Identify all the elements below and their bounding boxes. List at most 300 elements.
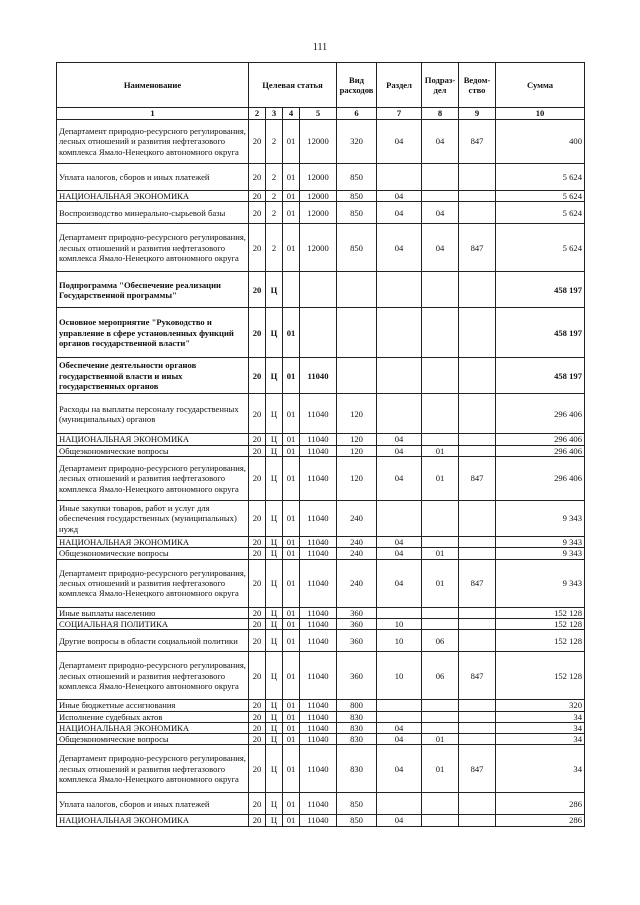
header-expense-type: Вид расходов — [337, 63, 377, 108]
row-expense-type: 360 — [337, 652, 377, 700]
header-section: Раздел — [377, 63, 422, 108]
row-section: 04 — [377, 224, 422, 272]
col-num: 10 — [496, 108, 585, 120]
row-section — [377, 607, 422, 618]
row-department — [459, 164, 496, 191]
row-subsection: 06 — [422, 630, 459, 652]
table-row — [57, 548, 585, 559]
row-target-event: 01 — [283, 630, 300, 652]
row-target-subprogram: Ц — [266, 815, 283, 826]
row-target-program: 20 — [249, 500, 266, 536]
row-target-direction: 11040 — [300, 618, 337, 629]
header-row — [57, 63, 585, 108]
row-department — [459, 618, 496, 629]
row-target-event: 01 — [283, 618, 300, 629]
row-expense-type: 800 — [337, 700, 377, 711]
col-num: 7 — [377, 108, 422, 120]
header-sum: Сумма — [496, 63, 585, 108]
row-target-subprogram: 2 — [266, 224, 283, 272]
row-sum: 5 624 — [496, 191, 585, 202]
row-target-event: 01 — [283, 308, 300, 358]
row-department — [459, 272, 496, 308]
row-expense-type: 830 — [337, 734, 377, 745]
row-target-subprogram: 2 — [266, 120, 283, 164]
row-expense-type: 120 — [337, 394, 377, 434]
row-section: 04 — [377, 120, 422, 164]
row-target-program: 20 — [249, 793, 266, 815]
table-row — [57, 434, 585, 445]
row-target-direction: 11040 — [300, 559, 337, 607]
row-sum: 34 — [496, 734, 585, 745]
row-target-program: 20 — [249, 456, 266, 500]
row-sum: 286 — [496, 793, 585, 815]
row-target-direction: 12000 — [300, 120, 337, 164]
row-department: 847 — [459, 120, 496, 164]
row-expense-type — [337, 272, 377, 308]
row-subsection — [422, 500, 459, 536]
row-section: 04 — [377, 548, 422, 559]
row-expense-type: 850 — [337, 815, 377, 826]
row-section — [377, 793, 422, 815]
table-row — [57, 559, 585, 607]
row-name: Иные бюджетные ассигнования — [57, 700, 249, 711]
row-target-program: 20 — [249, 652, 266, 700]
row-target-direction: 12000 — [300, 224, 337, 272]
row-target-subprogram: Ц — [266, 700, 283, 711]
row-department: 847 — [459, 745, 496, 793]
row-department — [459, 445, 496, 456]
row-name: Воспроизводство минерально-сырьевой базы — [57, 202, 249, 224]
row-expense-type: 240 — [337, 559, 377, 607]
col-num: 6 — [337, 108, 377, 120]
row-target-direction: 12000 — [300, 202, 337, 224]
row-name: Общеэкономические вопросы — [57, 734, 249, 745]
row-target-program: 20 — [249, 394, 266, 434]
row-target-program: 20 — [249, 272, 266, 308]
row-name: Уплата налогов, сборов и иных платежей — [57, 164, 249, 191]
table-row — [57, 272, 585, 308]
row-target-program: 20 — [249, 745, 266, 793]
row-target-program: 20 — [249, 445, 266, 456]
table-row — [57, 394, 585, 434]
row-section: 04 — [377, 445, 422, 456]
row-expense-type: 850 — [337, 164, 377, 191]
row-name: Департамент природно-ресурсного регулирования, лесных отношений и развития нефтегазового комплекса Ямало-Ненецкого автономного округа — [57, 559, 249, 607]
table-row — [57, 711, 585, 722]
row-target-program: 20 — [249, 734, 266, 745]
row-section: 04 — [377, 815, 422, 826]
row-target-direction: 11040 — [300, 358, 337, 394]
row-target-event: 01 — [283, 722, 300, 733]
row-expense-type: 120 — [337, 445, 377, 456]
row-section — [377, 308, 422, 358]
row-subsection — [422, 815, 459, 826]
row-target-event: 01 — [283, 500, 300, 536]
row-target-direction: 11040 — [300, 607, 337, 618]
row-target-direction: 11040 — [300, 815, 337, 826]
row-subsection — [422, 607, 459, 618]
row-target-subprogram: Ц — [266, 394, 283, 434]
col-num: 5 — [300, 108, 337, 120]
row-name: НАЦИОНАЛЬНАЯ ЭКОНОМИКА — [57, 815, 249, 826]
row-target-subprogram: Ц — [266, 734, 283, 745]
row-name: Департамент природно-ресурсного регулирования, лесных отношений и развития нефтегазового комплекса Ямало-Ненецкого автономного округа — [57, 224, 249, 272]
row-target-event: 01 — [283, 711, 300, 722]
table-row — [57, 722, 585, 733]
row-sum: 9 343 — [496, 548, 585, 559]
table-row — [57, 358, 585, 394]
row-section: 10 — [377, 630, 422, 652]
row-expense-type: 360 — [337, 607, 377, 618]
row-target-subprogram: Ц — [266, 618, 283, 629]
col-num: 4 — [283, 108, 300, 120]
row-expense-type: 240 — [337, 536, 377, 547]
table-row — [57, 445, 585, 456]
row-target-direction: 11040 — [300, 630, 337, 652]
row-subsection: 01 — [422, 456, 459, 500]
row-target-direction: 11040 — [300, 456, 337, 500]
row-subsection — [422, 191, 459, 202]
col-num: 2 — [249, 108, 266, 120]
row-target-subprogram: Ц — [266, 548, 283, 559]
row-sum: 296 406 — [496, 445, 585, 456]
row-subsection: 01 — [422, 734, 459, 745]
row-target-event: 01 — [283, 536, 300, 547]
row-target-direction: 12000 — [300, 191, 337, 202]
row-target-subprogram: Ц — [266, 358, 283, 394]
row-name: НАЦИОНАЛЬНАЯ ЭКОНОМИКА — [57, 191, 249, 202]
row-name: Обеспечение деятельности органов государственной власти и иных государственных органов — [57, 358, 249, 394]
table-row — [57, 500, 585, 536]
row-target-subprogram: Ц — [266, 630, 283, 652]
row-name: Иные выплаты населению — [57, 607, 249, 618]
row-expense-type: 830 — [337, 722, 377, 733]
row-target-subprogram: Ц — [266, 722, 283, 733]
row-subsection — [422, 700, 459, 711]
row-target-event: 01 — [283, 652, 300, 700]
row-sum: 5 624 — [496, 202, 585, 224]
row-target-direction: 11040 — [300, 793, 337, 815]
row-target-event: 01 — [283, 358, 300, 394]
row-name: Иные закупки товаров, работ и услуг для обеспечения государственных (муниципальных) нужд — [57, 500, 249, 536]
row-sum: 152 128 — [496, 618, 585, 629]
row-expense-type: 830 — [337, 711, 377, 722]
row-name: НАЦИОНАЛЬНАЯ ЭКОНОМИКА — [57, 722, 249, 733]
table-row — [57, 618, 585, 629]
row-expense-type: 360 — [337, 618, 377, 629]
row-target-event: 01 — [283, 202, 300, 224]
row-section: 10 — [377, 652, 422, 700]
table-row — [57, 700, 585, 711]
row-target-subprogram: 2 — [266, 202, 283, 224]
row-target-program: 20 — [249, 607, 266, 618]
row-section: 04 — [377, 434, 422, 445]
row-department: 847 — [459, 559, 496, 607]
row-target-direction: 11040 — [300, 548, 337, 559]
row-sum: 34 — [496, 745, 585, 793]
row-department: 847 — [459, 224, 496, 272]
row-target-subprogram: Ц — [266, 607, 283, 618]
header-target: Целевая статья — [249, 63, 337, 108]
row-subsection — [422, 793, 459, 815]
row-target-subprogram: Ц — [266, 745, 283, 793]
row-name: Общеэкономические вопросы — [57, 445, 249, 456]
table-row — [57, 191, 585, 202]
row-department — [459, 734, 496, 745]
row-expense-type: 830 — [337, 745, 377, 793]
row-expense-type — [337, 358, 377, 394]
table-row — [57, 202, 585, 224]
row-department — [459, 536, 496, 547]
row-target-program: 20 — [249, 618, 266, 629]
header-subsection: Подраз-дел — [422, 63, 459, 108]
row-section — [377, 500, 422, 536]
row-sum: 458 197 — [496, 308, 585, 358]
row-section: 04 — [377, 536, 422, 547]
row-target-direction: 11040 — [300, 652, 337, 700]
row-expense-type: 240 — [337, 500, 377, 536]
row-sum: 152 128 — [496, 630, 585, 652]
row-target-subprogram: Ц — [266, 652, 283, 700]
row-target-program: 20 — [249, 120, 266, 164]
row-section — [377, 358, 422, 394]
row-sum: 320 — [496, 700, 585, 711]
row-target-program: 20 — [249, 722, 266, 733]
row-sum: 9 343 — [496, 559, 585, 607]
row-sum: 400 — [496, 120, 585, 164]
row-sum: 152 128 — [496, 652, 585, 700]
col-num: 3 — [266, 108, 283, 120]
col-num: 1 — [57, 108, 249, 120]
row-section: 04 — [377, 191, 422, 202]
row-expense-type: 850 — [337, 202, 377, 224]
row-target-event: 01 — [283, 745, 300, 793]
row-subsection: 06 — [422, 652, 459, 700]
row-department — [459, 548, 496, 559]
row-department — [459, 722, 496, 733]
row-target-subprogram: 2 — [266, 191, 283, 202]
row-target-direction — [300, 308, 337, 358]
row-target-event: 01 — [283, 120, 300, 164]
row-section: 10 — [377, 618, 422, 629]
row-name: НАЦИОНАЛЬНАЯ ЭКОНОМИКА — [57, 536, 249, 547]
row-target-subprogram: Ц — [266, 536, 283, 547]
row-name: СОЦИАЛЬНАЯ ПОЛИТИКА — [57, 618, 249, 629]
row-department: 847 — [459, 456, 496, 500]
row-section — [377, 700, 422, 711]
row-target-direction: 11040 — [300, 734, 337, 745]
row-subsection — [422, 272, 459, 308]
table-row — [57, 536, 585, 547]
row-name: Общеэкономические вопросы — [57, 548, 249, 559]
row-target-event: 01 — [283, 394, 300, 434]
row-target-direction: 11040 — [300, 394, 337, 434]
row-sum: 34 — [496, 722, 585, 733]
row-subsection — [422, 434, 459, 445]
row-target-subprogram: Ц — [266, 456, 283, 500]
row-section — [377, 711, 422, 722]
table-row — [57, 456, 585, 500]
row-target-event: 01 — [283, 700, 300, 711]
row-name: Другие вопросы в области социальной политики — [57, 630, 249, 652]
row-name: Подпрограмма "Обеспечение реализации Государственной программы" — [57, 272, 249, 308]
row-expense-type — [337, 308, 377, 358]
row-expense-type: 320 — [337, 120, 377, 164]
row-sum: 152 128 — [496, 607, 585, 618]
row-target-event: 01 — [283, 164, 300, 191]
row-department — [459, 815, 496, 826]
table-body — [57, 120, 585, 827]
row-department — [459, 191, 496, 202]
row-target-subprogram: Ц — [266, 445, 283, 456]
row-target-direction: 11040 — [300, 434, 337, 445]
row-subsection — [422, 164, 459, 191]
row-subsection — [422, 308, 459, 358]
row-subsection — [422, 358, 459, 394]
row-subsection: 01 — [422, 559, 459, 607]
column-numbers-row — [57, 108, 585, 120]
header-department: Ведом-ство — [459, 63, 496, 108]
row-name: Департамент природно-ресурсного регулирования, лесных отношений и развития нефтегазового комплекса Ямало-Ненецкого автономного округа — [57, 745, 249, 793]
row-section: 04 — [377, 734, 422, 745]
row-expense-type: 850 — [337, 191, 377, 202]
row-section: 04 — [377, 722, 422, 733]
row-department — [459, 202, 496, 224]
row-department: 847 — [459, 652, 496, 700]
row-sum: 286 — [496, 815, 585, 826]
row-subsection: 01 — [422, 745, 459, 793]
row-target-event: 01 — [283, 559, 300, 607]
row-department — [459, 434, 496, 445]
row-department — [459, 308, 496, 358]
row-target-event: 01 — [283, 224, 300, 272]
row-target-subprogram: 2 — [266, 164, 283, 191]
row-section — [377, 394, 422, 434]
row-department — [459, 358, 496, 394]
row-subsection — [422, 394, 459, 434]
row-department — [459, 394, 496, 434]
row-sum: 9 343 — [496, 536, 585, 547]
row-subsection — [422, 536, 459, 547]
page-number: 111 — [312, 42, 328, 53]
row-target-direction: 11040 — [300, 536, 337, 547]
col-num: 8 — [422, 108, 459, 120]
row-name: Департамент природно-ресурсного регулирования, лесных отношений и развития нефтегазового комплекса Ямало-Ненецкого автономного округа — [57, 120, 249, 164]
row-target-subprogram: Ц — [266, 559, 283, 607]
table-row — [57, 164, 585, 191]
table-row — [57, 607, 585, 618]
row-target-event: 01 — [283, 793, 300, 815]
row-section: 04 — [377, 202, 422, 224]
row-target-subprogram: Ц — [266, 793, 283, 815]
row-sum: 34 — [496, 711, 585, 722]
row-target-subprogram: Ц — [266, 500, 283, 536]
row-target-event: 01 — [283, 434, 300, 445]
row-target-event: 01 — [283, 815, 300, 826]
row-target-program: 20 — [249, 815, 266, 826]
row-target-direction: 11040 — [300, 711, 337, 722]
row-subsection: 01 — [422, 548, 459, 559]
row-target-event: 01 — [283, 191, 300, 202]
row-subsection: 04 — [422, 224, 459, 272]
row-expense-type: 850 — [337, 793, 377, 815]
row-department — [459, 700, 496, 711]
row-name: Департамент природно-ресурсного регулирования, лесных отношений и развития нефтегазового комплекса Ямало-Ненецкого автономного округа — [57, 456, 249, 500]
row-target-program: 20 — [249, 434, 266, 445]
row-target-program: 20 — [249, 358, 266, 394]
row-target-program: 20 — [249, 308, 266, 358]
row-target-program: 20 — [249, 191, 266, 202]
row-target-program: 20 — [249, 224, 266, 272]
row-target-direction — [300, 272, 337, 308]
row-target-subprogram: Ц — [266, 711, 283, 722]
row-target-program: 20 — [249, 711, 266, 722]
row-target-event: 01 — [283, 456, 300, 500]
row-target-program: 20 — [249, 164, 266, 191]
row-target-event: 01 — [283, 548, 300, 559]
row-target-program: 20 — [249, 536, 266, 547]
table-row — [57, 734, 585, 745]
row-target-program: 20 — [249, 202, 266, 224]
row-sum: 5 624 — [496, 164, 585, 191]
row-sum: 458 197 — [496, 272, 585, 308]
table-row — [57, 630, 585, 652]
row-target-direction: 11040 — [300, 500, 337, 536]
row-subsection: 04 — [422, 120, 459, 164]
budget-table — [56, 62, 585, 827]
row-sum: 5 624 — [496, 224, 585, 272]
row-target-direction: 11040 — [300, 722, 337, 733]
row-name: Основное мероприятие "Руководство и управление в сфере установленных функций органов государственной власти" — [57, 308, 249, 358]
row-expense-type: 360 — [337, 630, 377, 652]
row-expense-type: 120 — [337, 434, 377, 445]
table-row — [57, 815, 585, 826]
row-sum: 458 197 — [496, 358, 585, 394]
table-row — [57, 745, 585, 793]
row-subsection: 01 — [422, 445, 459, 456]
row-target-subprogram: Ц — [266, 434, 283, 445]
row-name: НАЦИОНАЛЬНАЯ ЭКОНОМИКА — [57, 434, 249, 445]
row-section — [377, 164, 422, 191]
row-sum: 296 406 — [496, 434, 585, 445]
row-target-program: 20 — [249, 548, 266, 559]
row-sum: 9 343 — [496, 500, 585, 536]
row-name: Исполнение судебных актов — [57, 711, 249, 722]
row-section: 04 — [377, 559, 422, 607]
row-department — [459, 500, 496, 536]
row-subsection — [422, 618, 459, 629]
row-department — [459, 630, 496, 652]
row-department — [459, 711, 496, 722]
row-subsection: 04 — [422, 202, 459, 224]
row-section — [377, 272, 422, 308]
row-sum: 296 406 — [496, 394, 585, 434]
row-target-direction: 11040 — [300, 445, 337, 456]
row-target-program: 20 — [249, 630, 266, 652]
table-row — [57, 120, 585, 164]
table-row — [57, 308, 585, 358]
col-num: 9 — [459, 108, 496, 120]
row-target-event — [283, 272, 300, 308]
row-department — [459, 793, 496, 815]
row-target-direction: 12000 — [300, 164, 337, 191]
row-target-direction: 11040 — [300, 700, 337, 711]
table-row — [57, 224, 585, 272]
row-department — [459, 607, 496, 618]
row-expense-type: 240 — [337, 548, 377, 559]
row-target-subprogram: Ц — [266, 308, 283, 358]
row-name: Уплата налогов, сборов и иных платежей — [57, 793, 249, 815]
